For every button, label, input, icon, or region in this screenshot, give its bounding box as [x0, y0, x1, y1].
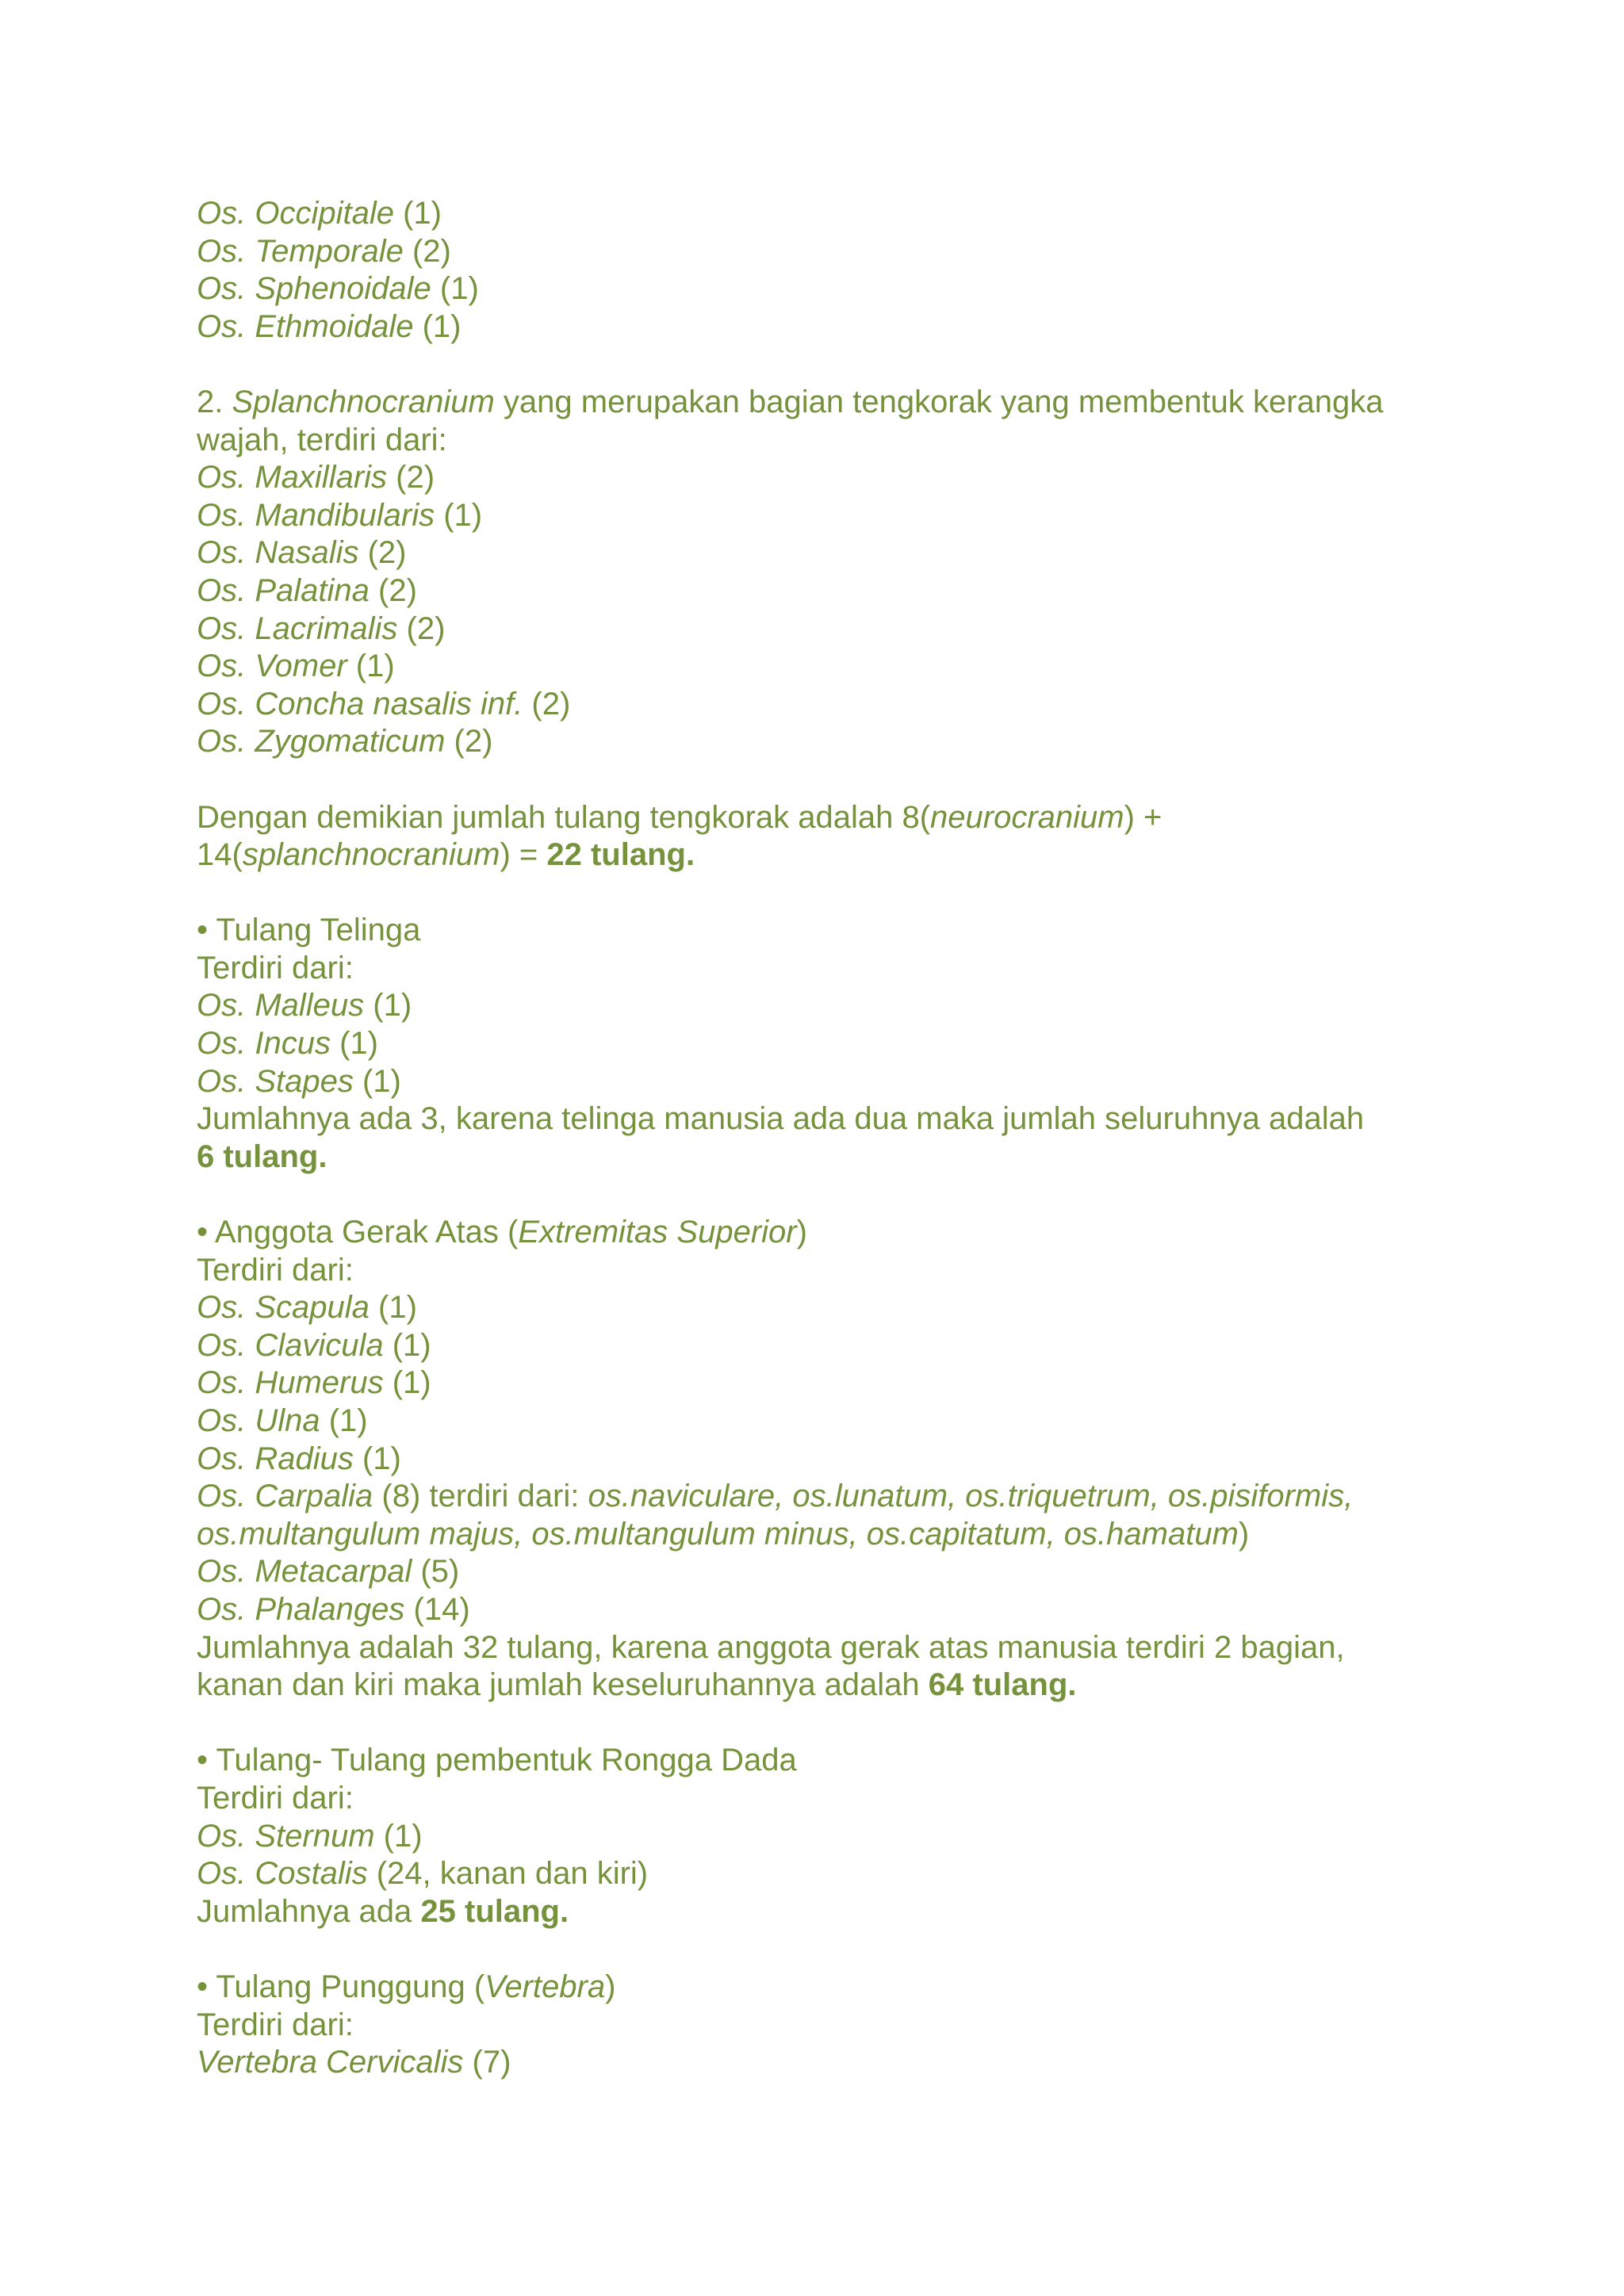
skull-total-term: neurocranium [930, 799, 1124, 835]
splanchno-intro-line1 [197, 384, 1465, 422]
bone-count: (14) [404, 1591, 470, 1627]
bone-item [197, 1289, 1465, 1327]
bone-count: (1) [353, 1441, 401, 1476]
bone-name: Os. Scapula [197, 1290, 370, 1326]
carpalia-list: os.naviculare, os.lunatum, os.triquetrum, os.pisiformis, [588, 1479, 1354, 1514]
bone-name: Os. Zygomaticum [197, 724, 446, 760]
bone-name: Os. Carpalia [197, 1479, 373, 1514]
subheading-text: Terdiri dari: [197, 2007, 354, 2042]
document-body [197, 195, 1465, 2082]
carpalia-line1 [197, 1478, 1465, 1516]
subheading-text: Terdiri dari: [197, 1780, 354, 1816]
carpalia-line2 [197, 1516, 1465, 1554]
bone-name: Os. Lacrimalis [197, 610, 398, 646]
subheading-text: Terdiri dari: [197, 1252, 354, 1288]
bone-name: Os. Temporale [197, 233, 404, 269]
paragraph-gap [197, 874, 1465, 913]
bone-name: Os. Malleus [197, 988, 365, 1024]
bone-count: (1) [347, 649, 395, 684]
section-heading-text: • Tulang- Tulang pembentuk Rongga Dada [197, 1743, 797, 1778]
bone-count: (1) [413, 308, 462, 344]
total-text: Jumlahnya ada 3, karena telinga manusia ada dua maka jumlah seluruhnya adalah [197, 1101, 1365, 1137]
bone-name: Os. Ethmoidale [197, 308, 414, 344]
skull-total-line2 [197, 836, 1465, 874]
section-subheading [197, 1252, 1465, 1290]
bone-name: Os. Nasalis [197, 535, 359, 571]
bone-item [197, 1063, 1465, 1101]
bone-name: Os. Concha nasalis inf. [197, 686, 523, 721]
section-heading-text: • Tulang Punggung ( [197, 1969, 485, 2004]
total-value: 6 tulang. [197, 1138, 327, 1174]
bone-name: Os. Palatina [197, 572, 370, 608]
bone-name: Os. Maxillaris [197, 460, 388, 496]
section-heading-chest [197, 1742, 1465, 1780]
section-number: 2. [197, 384, 232, 419]
skull-total-term: splanchnocranium [242, 837, 500, 873]
bone-count: (1) [364, 988, 412, 1024]
bone-name: Os. Clavicula [197, 1327, 384, 1363]
bone-item [197, 270, 1465, 308]
bone-count: (1) [320, 1403, 368, 1438]
bone-item [197, 686, 1465, 724]
paragraph-gap [197, 1931, 1465, 1969]
carpalia-list: os.multangulum majus, os.multangulum minus, os.capitatum, os.hamatum [197, 1516, 1239, 1552]
total-text: kanan dan kiri maka jumlah keseluruhannya adalah [197, 1667, 929, 1703]
bone-item [197, 1591, 1465, 1629]
paragraph-gap [197, 346, 1465, 384]
bone-item [197, 195, 1465, 233]
bone-name: Os. Radius [197, 1441, 354, 1476]
bone-name: Os. Stapes [197, 1063, 354, 1099]
section-heading-text: • Anggota Gerak Atas ( [197, 1215, 519, 1250]
bone-name: Os. Occipitale [197, 196, 394, 231]
bone-item [197, 497, 1465, 535]
section-heading-term: Vertebra [485, 1969, 606, 2004]
bone-item [197, 987, 1465, 1025]
chest-total [197, 1893, 1465, 1931]
bone-item [197, 1441, 1465, 1479]
skull-total-line1 [197, 799, 1465, 837]
section-subheading [197, 950, 1465, 988]
section-text: wajah, terdiri dari: [197, 422, 447, 457]
bone-count: (1) [435, 497, 483, 533]
section-subheading [197, 1780, 1465, 1818]
bone-count: (2) [387, 460, 435, 496]
skull-total-text: Dengan demikian jumlah tulang tengkorak adalah 8( [197, 799, 931, 835]
bone-name: Os. Costalis [197, 1856, 368, 1892]
section-subheading [197, 2007, 1465, 2045]
bone-item [197, 534, 1465, 572]
bone-count: (1) [383, 1327, 431, 1363]
section-heading-term: Extremitas Superior [518, 1215, 797, 1250]
bone-count: (24, kanan dan kiri) [367, 1856, 649, 1892]
section-heading-ear [197, 912, 1465, 950]
bone-name: Os. Sphenoidale [197, 271, 431, 307]
bone-item [197, 1025, 1465, 1063]
total-value: 64 tulang. [928, 1667, 1077, 1703]
skull-total-text: ) + [1124, 799, 1162, 835]
bone-item [197, 1553, 1465, 1591]
bone-count: (2) [403, 233, 451, 269]
bone-item [197, 1327, 1465, 1365]
section-heading-text: • Tulang Telinga [197, 913, 421, 948]
bone-item [197, 2044, 1465, 2082]
section-term: Splanchnocranium [232, 384, 495, 419]
bone-item [197, 459, 1465, 497]
section-heading-text: ) [796, 1215, 807, 1250]
bone-item [197, 1818, 1465, 1856]
paragraph-gap [197, 1705, 1465, 1743]
splanchno-intro-line2 [197, 422, 1465, 460]
bone-item [197, 648, 1465, 686]
section-heading-spine [197, 1969, 1465, 2007]
subheading-text: Terdiri dari: [197, 950, 354, 985]
bone-count: (7) [463, 2045, 511, 2080]
bone-item [197, 572, 1465, 610]
ear-total-line2 [197, 1138, 1465, 1177]
bone-name: Os. Vomer [197, 649, 347, 684]
bone-item [197, 233, 1465, 271]
bone-name: Os. Incus [197, 1026, 331, 1062]
bone-count: (2) [397, 610, 446, 646]
bone-name: Os. Sternum [197, 1818, 375, 1854]
bone-name: Os. Humerus [197, 1365, 384, 1401]
bone-count: (1) [431, 271, 479, 307]
bone-count: (1) [383, 1365, 431, 1401]
paragraph-gap [197, 1176, 1465, 1214]
section-heading-upper-limb [197, 1214, 1465, 1252]
bone-count: (5) [412, 1554, 460, 1590]
bone-count: (1) [369, 1290, 417, 1326]
bone-count: (1) [374, 1818, 423, 1854]
bone-count: (1) [353, 1063, 401, 1099]
upper-limb-total-line1 [197, 1629, 1465, 1667]
skull-total-value: 22 tulang. [546, 837, 695, 873]
ear-total-line1 [197, 1100, 1465, 1138]
skull-total-text: 14( [197, 837, 243, 873]
bone-count: (1) [393, 196, 442, 231]
paragraph-gap [197, 761, 1465, 799]
section-text: yang merupakan bagian tengkorak yang membentuk kerangka [494, 384, 1384, 419]
section-heading-text: ) [605, 1969, 616, 2004]
bone-name: Os. Metacarpal [197, 1554, 412, 1590]
bone-name: Os. Mandibularis [197, 497, 435, 533]
bone-count: (2) [358, 535, 407, 571]
bone-count: (2) [523, 686, 571, 721]
bone-count: (1) [330, 1026, 378, 1062]
bone-item [197, 1364, 1465, 1402]
total-value: 25 tulang. [420, 1893, 569, 1929]
carpalia-close: ) [1238, 1516, 1250, 1552]
bone-name: Os. Ulna [197, 1403, 320, 1438]
bone-name: Os. Phalanges [197, 1591, 405, 1627]
bone-item [197, 1855, 1465, 1893]
bone-item [197, 610, 1465, 649]
total-text: Jumlahnya ada [197, 1893, 421, 1929]
bone-count: (8) terdiri dari: [373, 1479, 588, 1514]
bone-item [197, 308, 1465, 346]
bone-count: (2) [369, 572, 417, 608]
bone-count: (2) [445, 724, 493, 760]
skull-total-text: ) = [500, 837, 547, 873]
bone-name: Vertebra Cervicalis [197, 2045, 464, 2080]
total-text: Jumlahnya adalah 32 tulang, karena anggota gerak atas manusia terdiri 2 bagian, [197, 1629, 1345, 1665]
bone-item [197, 1402, 1465, 1441]
bone-item [197, 723, 1465, 761]
upper-limb-total-line2 [197, 1667, 1465, 1705]
